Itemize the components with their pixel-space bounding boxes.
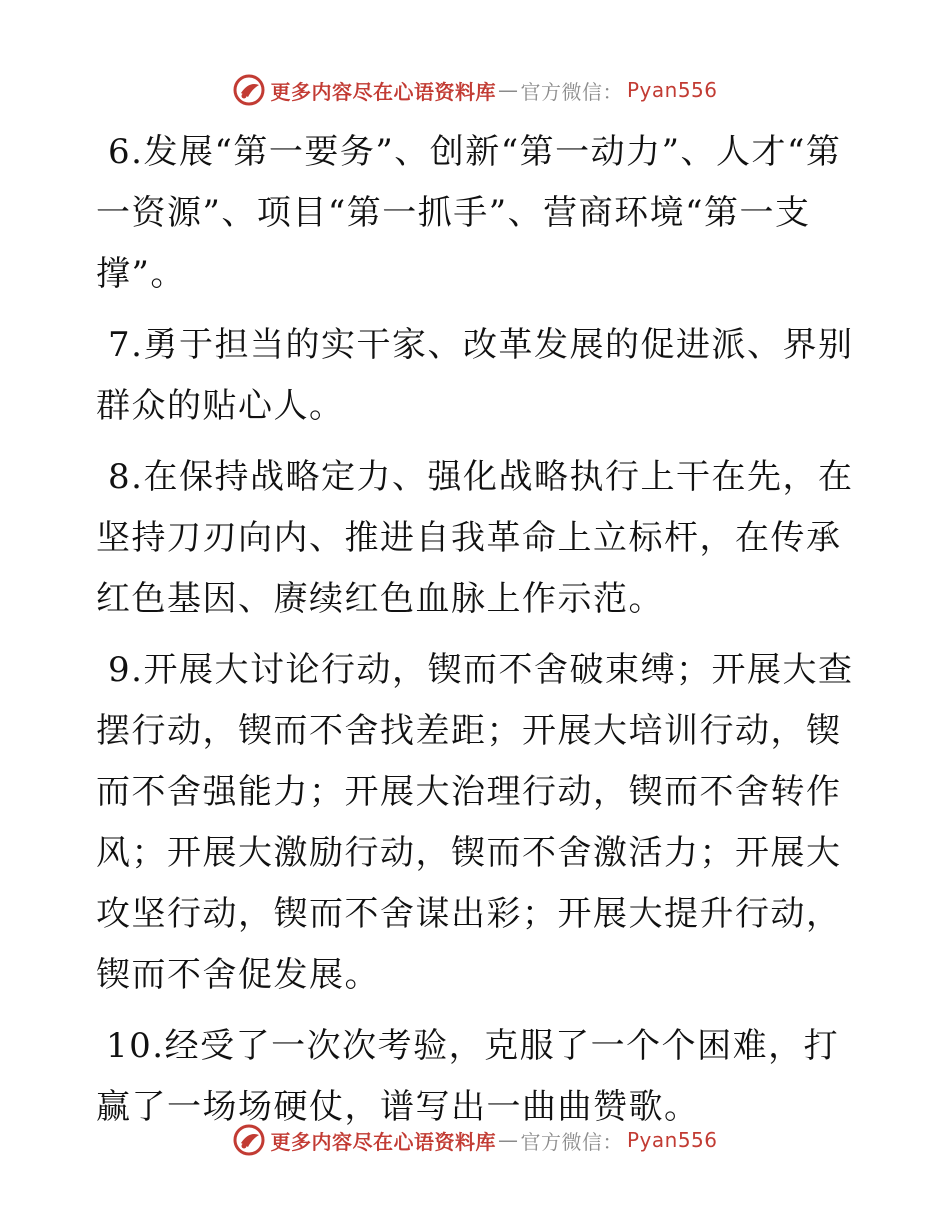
watermark-wechat-id: Pyan556	[626, 1128, 718, 1152]
watermark-wechat-id: Pyan556	[626, 78, 718, 102]
watermark-brand: 更多内容尽在心语资料库	[270, 1129, 496, 1154]
watermark-label: 官方微信：	[520, 79, 623, 104]
document-body	[96, 122, 856, 1148]
brand-logo-icon	[232, 73, 266, 107]
watermark-separator: —	[497, 78, 519, 102]
paragraph-7: 7.勇于担当的实干家、改革发展的促进派、界别群众的贴心人。	[96, 325, 854, 426]
header-watermark	[0, 70, 950, 110]
watermark-brand: 更多内容尽在心语资料库	[270, 79, 496, 104]
watermark-separator: —	[497, 1128, 519, 1152]
watermark-label: 官方微信：	[520, 1129, 623, 1154]
paragraph-9: 9.开展大讨论行动，锲而不舍破束缚；开展大查摆行动，锲而不舍找差距；开展大培训行动，锲而不舍强能力；开展大治理行动，锲而不舍转作风；开展大激励行动，锲而不舍激活力；开展大攻坚行动，锲而不舍谋出彩；开展大提升行动，锲而不舍促发展。	[96, 650, 854, 995]
paragraph-8: 8.在保持战略定力、强化战略执行上干在先，在坚持刀刃向内、推进自我革命上立标杆，在传承红色基因、赓续红色血脉上作示范。	[96, 457, 854, 619]
brand-logo-icon	[232, 1123, 266, 1157]
footer-watermark	[0, 1120, 950, 1160]
paragraph-6: 6.发展“第一要务”、创新“第一动力”、人才“第一资源”、项目“第一抓手”、营商环境“第一支撑”。	[96, 132, 842, 294]
paragraph-10: 10.经受了一次次考验，克服了一个个困难，打赢了一场场硬仗，谱写出一曲曲赞歌。	[96, 1026, 840, 1127]
